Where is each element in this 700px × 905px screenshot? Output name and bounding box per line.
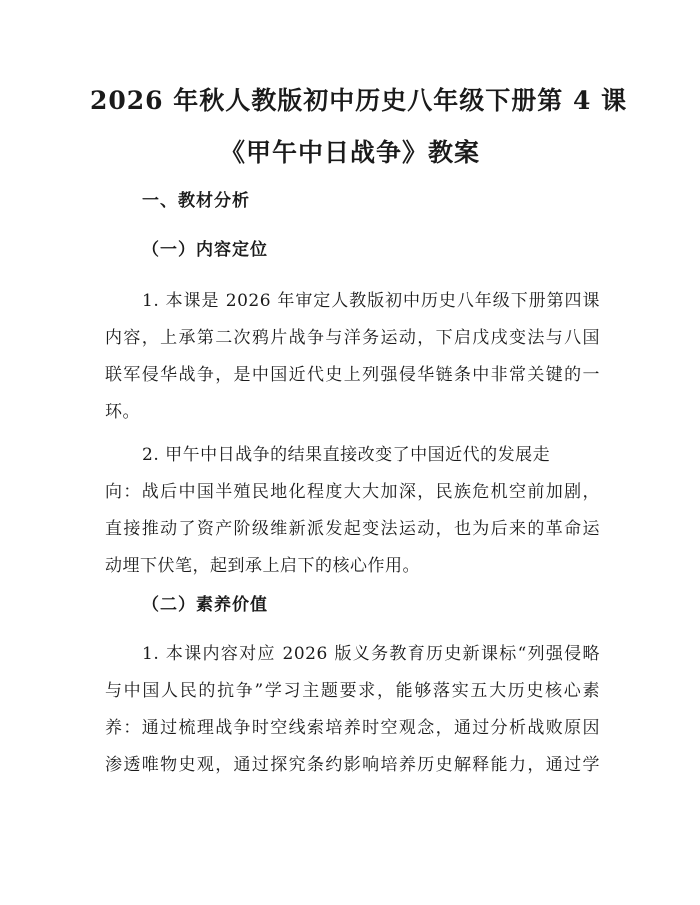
paragraph-line: 1. 本课内容对应 2026 版义务教育历史新课标“列强侵略 (142, 644, 600, 664)
section-heading-textbook-analysis: 一、教材分析 (142, 191, 250, 211)
paragraph-line: 联军侵华战争，是中国近代史上列强侵华链条中非常关键的一 (105, 365, 600, 385)
paragraph-content-positioning-2 (105, 437, 600, 585)
subsection-heading-content-positioning: （一）内容定位 (142, 240, 268, 260)
paragraph-line: 1. 本课是 2026 年审定人教版初中历史八年级下册第四课 (142, 291, 600, 311)
subsection-heading-literacy-value: （二）素养价值 (142, 595, 268, 615)
paragraph-line: 动埋下伏笔，起到承上启下的核心作用。 (105, 556, 420, 576)
paragraph-line: 渗透唯物史观，通过探究条约影响培养历史解释能力，通过学 (105, 755, 600, 775)
paragraph-line: 与中国人民的抗争”学习主题要求，能够落实五大历史核心素 (105, 681, 600, 701)
paragraph-line: 2. 甲午中日战争的结果直接改变了中国近代的发展走 (142, 445, 551, 465)
paragraph-content-positioning-1 (105, 283, 600, 431)
paragraph-line: 直接推动了资产阶级维新派发起变法运动，也为后来的革命运 (105, 519, 600, 539)
document-title-line-2: 《甲午中日战争》教案 (219, 138, 480, 167)
paragraph-line: 环。 (105, 402, 140, 422)
document-title-line-1: 2026 年秋人教版初中历史八年级下册第 4 课 (90, 86, 628, 115)
paragraph-line: 养：通过梳理战争时空线索培养时空观念，通过分析战败原因 (105, 718, 600, 738)
paragraph-line: 向：战后中国半殖民地化程度大大加深，民族危机空前加剧， (105, 482, 600, 502)
paragraph-literacy-value-1 (105, 636, 600, 784)
paragraph-line: 内容，上承第二次鸦片战争与洋务运动，下启戊戌变法与八国 (105, 328, 600, 348)
